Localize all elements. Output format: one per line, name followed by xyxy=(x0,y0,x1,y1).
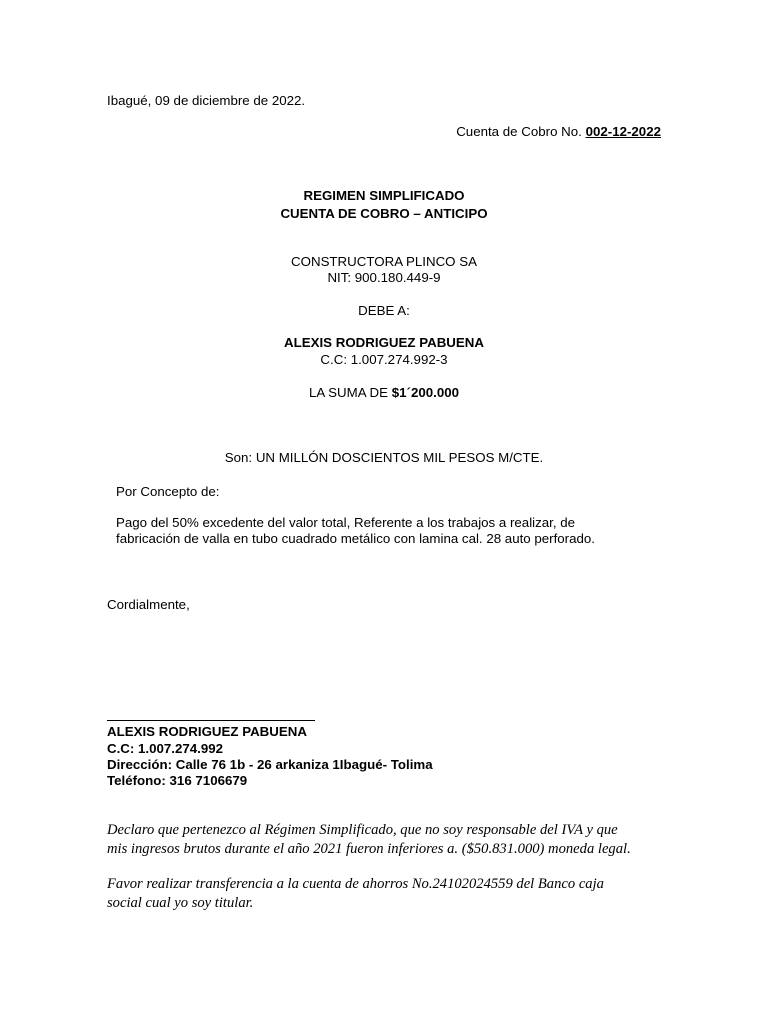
creditor-name: ALEXIS RODRIGUEZ PABUENA xyxy=(284,335,484,350)
owes-label: DEBE A: xyxy=(358,303,410,318)
signature-address: Dirección: Calle 76 1b - 26 arkaniza 1Ibagué- Tolima xyxy=(107,757,433,772)
transfer-line-2: social cual yo soy titular. xyxy=(107,895,254,911)
concept-text-line-2: fabricación de valla en tubo cuadrado metálico con lamina cal. 28 auto perforado. xyxy=(116,531,595,546)
invoice-number-prefix: Cuenta de Cobro No. xyxy=(456,124,582,139)
concept-label: Por Concepto de: xyxy=(116,484,220,499)
invoice-number: 002-12-2022 xyxy=(585,124,661,139)
amount-value: $1´200.000 xyxy=(391,385,460,400)
signature-line xyxy=(107,720,315,721)
title-document-type: CUENTA DE COBRO – ANTICIPO xyxy=(280,206,488,221)
signature-id: C.C: 1.007.274.992 xyxy=(107,741,224,756)
place-date: Ibagué, 09 de diciembre de 2022. xyxy=(107,93,306,108)
signature-name: ALEXIS RODRIGUEZ PABUENA xyxy=(107,724,307,739)
invoice-number-line xyxy=(456,124,661,139)
debtor-name: CONSTRUCTORA PLINCO SA xyxy=(291,254,477,269)
debtor-nit: NIT: 900.180.449-9 xyxy=(327,270,441,285)
declaration-line-2: mis ingresos brutos durante el año 2021 fueron inferiores a. ($50.831.000) moneda legal. xyxy=(107,841,631,857)
transfer-line-1: Favor realizar transferencia a la cuenta de ahorros No.24102024559 del Banco caja xyxy=(107,876,604,892)
amount-prefix: LA SUMA DE xyxy=(308,385,389,400)
creditor-id: C.C: 1.007.274.992-3 xyxy=(320,352,448,367)
amount-line xyxy=(0,385,768,400)
concept-text-line-1: Pago del 50% excedente del valor total, Referente a los trabajos a realizar, de xyxy=(116,515,576,530)
declaration-line-1: Declaro que pertenezco al Régimen Simplificado, que no soy responsable del IVA y que xyxy=(107,822,618,838)
amount-in-words: Son: UN MILLÓN DOSCIENTOS MIL PESOS M/CTE. xyxy=(224,450,544,465)
title-regime: REGIMEN SIMPLIFICADO xyxy=(303,188,465,203)
signature-phone: Teléfono: 316 7106679 xyxy=(107,773,248,788)
closing: Cordialmente, xyxy=(107,597,190,612)
